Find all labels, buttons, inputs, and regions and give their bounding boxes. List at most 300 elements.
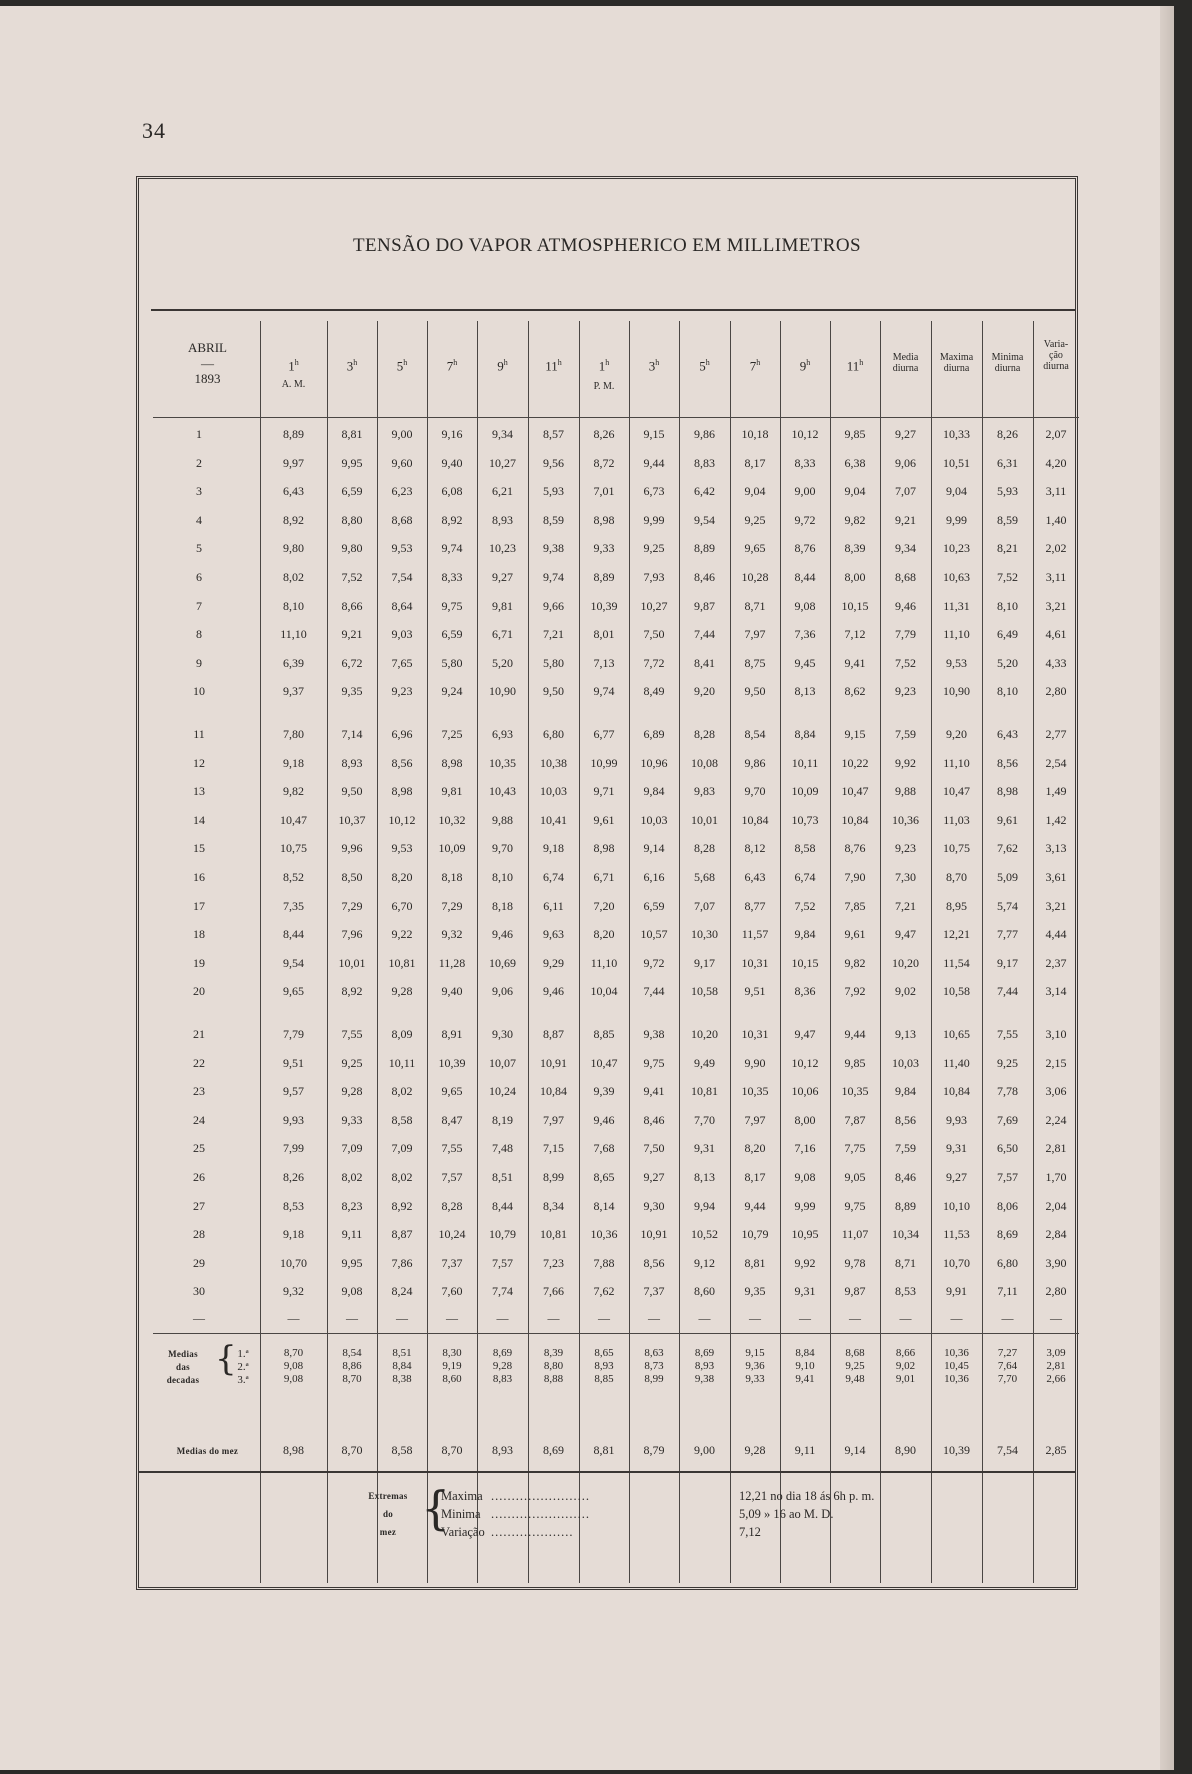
mez-cell: 8,90 xyxy=(895,1443,916,1457)
column-divider xyxy=(679,321,680,1583)
mez-cell: 9,00 xyxy=(694,1443,715,1457)
header-col-13: Media diurna xyxy=(892,352,919,374)
table-cell: 2,02 xyxy=(1045,541,1067,556)
table-cell: 2,81 xyxy=(1045,1141,1067,1156)
table-cell: 6,74 xyxy=(543,870,564,884)
table-cell: 8,56 xyxy=(895,1112,916,1127)
table-cell: 10,03 xyxy=(640,812,668,827)
extremas-brace: { xyxy=(421,1481,451,1535)
decada-cell: 8,99 xyxy=(644,1373,664,1385)
column-divider xyxy=(579,321,580,1583)
table-cell: 10,23 xyxy=(489,541,516,556)
table-cell: 8,00 xyxy=(844,570,866,584)
table-cell: 9,00 xyxy=(794,484,816,499)
table-cell: 5,09 xyxy=(997,870,1018,884)
table-cell: 6,89 xyxy=(643,727,665,741)
table-cell: 7,30 xyxy=(895,870,916,884)
header-col-15: Minima diurna xyxy=(991,352,1024,374)
table-cell: 9,23 xyxy=(895,684,916,699)
table-cell: 10,33 xyxy=(943,427,970,441)
row-day: 30 xyxy=(193,1284,205,1299)
decada-cell: 8,83 xyxy=(492,1373,513,1385)
table-cell: 10,84 xyxy=(540,1084,567,1099)
decada-cell: 7,64 xyxy=(997,1360,1018,1372)
table-cell: 8,52 xyxy=(283,870,304,884)
header-rule xyxy=(260,417,1079,418)
table-cell: 8,76 xyxy=(844,841,866,856)
table-cell: 7,57 xyxy=(997,1170,1018,1184)
table-cell: 10,58 xyxy=(691,984,718,999)
table-cell: 8,64 xyxy=(391,598,413,613)
table-cell: 9,74 xyxy=(441,541,463,556)
table-cell: 9,00 xyxy=(391,427,413,441)
extremas-item-value: 12,21 no dia 18 ás 6h p. m. xyxy=(739,1489,875,1503)
decada-cell: 9,15 xyxy=(745,1347,765,1359)
table-cell: 10,47 xyxy=(943,784,970,799)
table-cell: 10,28 xyxy=(741,570,769,584)
table-cell: 6,73 xyxy=(643,484,665,499)
table-cell: 6,71 xyxy=(492,627,513,642)
table-cell: 8,68 xyxy=(391,512,413,527)
table-cell: 8,84 xyxy=(794,727,816,741)
table-cell: 10,75 xyxy=(943,841,970,856)
table-cell: 9,27 xyxy=(643,1170,665,1184)
table-cell: 9,46 xyxy=(543,984,564,999)
table-cell: 8,46 xyxy=(694,570,715,584)
table-cell: 8,53 xyxy=(283,1198,304,1213)
table-cell: 9,92 xyxy=(895,755,916,770)
table-cell: 8,58 xyxy=(391,1112,413,1127)
header-col-1: 1$^h$ xyxy=(288,358,299,374)
table-cell: 7,37 xyxy=(643,1284,665,1299)
table-cell: 10,20 xyxy=(892,955,919,970)
table-cell: 9,72 xyxy=(794,512,816,527)
table-cell: 8,68 xyxy=(895,570,916,584)
table-cell: 10,20 xyxy=(691,1027,718,1041)
table-cell: 9,28 xyxy=(341,1084,363,1099)
table-cell: 9,54 xyxy=(283,955,304,970)
table-cell: 9,23 xyxy=(391,684,413,699)
decada-cell: 8,70 xyxy=(342,1373,362,1385)
mez-cell: 8,98 xyxy=(283,1443,304,1457)
table-cell: 8,00 xyxy=(794,1112,816,1127)
table-cell: 11,28 xyxy=(438,955,466,970)
table-cell: 8,06 xyxy=(997,1198,1018,1213)
table-cell: 7,87 xyxy=(844,1112,866,1127)
table-cell: 6,42 xyxy=(694,484,715,499)
table-cell: 9,75 xyxy=(643,1055,665,1070)
table-cell: 7,62 xyxy=(997,841,1018,856)
table-cell: 8,46 xyxy=(895,1170,916,1184)
table-cell: 7,25 xyxy=(441,727,463,741)
extremas-item-label: Variação xyxy=(441,1525,485,1539)
table-cell: 9,24 xyxy=(441,684,463,699)
table-cell: 7,01 xyxy=(593,484,615,499)
table-cell: 4,20 xyxy=(1045,455,1067,470)
dash-cell: — xyxy=(849,1311,861,1325)
table-cell: 9,82 xyxy=(844,955,866,970)
table-cell: 8,69 xyxy=(997,1227,1018,1242)
extremas-item-label: Maxima xyxy=(441,1489,483,1503)
decada-cell: 8,93 xyxy=(694,1360,715,1372)
table-cell: 10,57 xyxy=(640,927,668,942)
dash-cell: — xyxy=(496,1311,509,1325)
table-cell: 11,10 xyxy=(590,955,618,970)
mez-cell: 8,58 xyxy=(391,1443,413,1457)
table-cell: 10,58 xyxy=(943,984,970,999)
table-cell: 9,74 xyxy=(543,570,564,584)
column-divider xyxy=(830,321,831,1583)
table-cell: 9,85 xyxy=(844,1055,866,1070)
table-cell: 5,93 xyxy=(543,484,564,499)
table-cell: 9,49 xyxy=(694,1055,715,1070)
decada-cell: 8,65 xyxy=(594,1347,614,1359)
table-frame xyxy=(136,176,1078,1590)
table-cell: 9,50 xyxy=(341,784,363,799)
table-cell: 3,10 xyxy=(1045,1027,1067,1041)
table-cell: 8,28 xyxy=(694,841,715,856)
table-cell: 10,91 xyxy=(640,1227,668,1242)
table-cell: 10,12 xyxy=(791,1055,819,1070)
table-cell: 10,99 xyxy=(590,755,618,770)
table-cell: 9,04 xyxy=(844,484,866,499)
table-cell: 10,47 xyxy=(590,1055,618,1070)
table-cell: 9,51 xyxy=(744,984,766,999)
table-cell: 10,27 xyxy=(489,455,516,470)
table-cell: 10,37 xyxy=(338,812,366,827)
table-cell: 9,65 xyxy=(283,984,304,999)
table-cell: 9,08 xyxy=(341,1284,363,1299)
row-day: 25 xyxy=(193,1141,205,1156)
table-cell: 11,03 xyxy=(943,812,970,827)
table-cell: 7,23 xyxy=(543,1255,564,1270)
table-cell: 9,17 xyxy=(997,955,1018,970)
table-cell: 1,70 xyxy=(1045,1170,1067,1184)
row-day: 3 xyxy=(196,484,202,499)
table-cell: 7,57 xyxy=(492,1255,513,1270)
table-cell: 7,79 xyxy=(283,1027,304,1041)
table-cell: 8,12 xyxy=(744,841,766,856)
table-cell: 9,41 xyxy=(844,655,866,670)
table-cell: 8,09 xyxy=(391,1027,413,1041)
table-cell: 1,42 xyxy=(1045,812,1067,827)
table-cell: 10,73 xyxy=(791,812,819,827)
table-cell: 10,12 xyxy=(791,427,819,441)
table-cell: 11,31 xyxy=(943,598,970,613)
table-cell: 2,24 xyxy=(1045,1112,1067,1127)
table-cell: 1,40 xyxy=(1045,512,1067,527)
decada-cell: 9,33 xyxy=(745,1373,765,1385)
row-day: 22 xyxy=(193,1055,205,1070)
table-cell: 3,90 xyxy=(1045,1255,1067,1270)
table-cell: 6,43 xyxy=(744,870,766,884)
table-title: TENSÃO DO VAPOR ATMOSPHERICO EM MILLIMETROS xyxy=(353,235,861,256)
dash-cell: — xyxy=(799,1311,811,1325)
table-cell: 2,84 xyxy=(1045,1227,1067,1242)
table-cell: 6,21 xyxy=(492,484,513,499)
table-cell: 9,02 xyxy=(895,984,916,999)
decada-cell: 3,09 xyxy=(1046,1347,1066,1359)
table-cell: 10,07 xyxy=(489,1055,516,1070)
decada-cell: 9,25 xyxy=(845,1360,865,1372)
table-cell: 8,56 xyxy=(643,1255,665,1270)
table-cell: 10,30 xyxy=(691,927,718,942)
table-cell: 9,25 xyxy=(341,1055,363,1070)
table-cell: 9,08 xyxy=(794,598,816,613)
table-cell: 9,03 xyxy=(391,627,413,642)
table-cell: 7,97 xyxy=(744,627,766,642)
table-cell: 6,80 xyxy=(543,727,564,741)
table-cell: 8,99 xyxy=(543,1170,564,1184)
table-cell: 8,87 xyxy=(543,1027,564,1041)
table-cell: 9,20 xyxy=(694,684,715,699)
table-cell: 9,87 xyxy=(844,1284,866,1299)
header-col-8: 3$^h$ xyxy=(648,358,660,374)
table-cell: 8,18 xyxy=(492,898,513,913)
table-cell: 7,15 xyxy=(543,1141,564,1156)
table-cell: 8,10 xyxy=(283,598,304,613)
table-cell: 8,26 xyxy=(283,1170,304,1184)
row-day: 13 xyxy=(193,784,205,799)
table-cell: 8,92 xyxy=(441,512,463,527)
decada-cell: 9,41 xyxy=(795,1373,815,1385)
table-cell: 9,53 xyxy=(946,655,967,670)
table-cell: 9,27 xyxy=(895,427,916,441)
table-cell: 9,28 xyxy=(391,984,413,999)
header-dash: — xyxy=(201,356,214,371)
table-cell: 8,26 xyxy=(997,427,1018,441)
dash-cell: — xyxy=(1001,1311,1014,1325)
decada-cell: 9,02 xyxy=(895,1360,916,1372)
table-cell: 9,11 xyxy=(341,1227,363,1242)
table-cell: 10,70 xyxy=(943,1255,970,1270)
table-cell: 8,83 xyxy=(694,455,715,470)
table-cell: 9,80 xyxy=(341,541,363,556)
table-cell: 6,59 xyxy=(341,484,363,499)
extremas-label: mez xyxy=(379,1527,397,1537)
table-cell: 9,30 xyxy=(492,1027,513,1041)
table-cell: 8,71 xyxy=(895,1255,916,1270)
table-cell: 8,75 xyxy=(744,655,766,670)
table-cell: 9,99 xyxy=(794,1198,816,1213)
table-cell: 1,49 xyxy=(1045,784,1067,799)
table-cell: 9,40 xyxy=(441,455,463,470)
table-cell: 9,08 xyxy=(794,1170,816,1184)
table-cell: 10,84 xyxy=(841,812,869,827)
table-cell: 9,91 xyxy=(946,1284,967,1299)
mez-cell: 8,70 xyxy=(341,1443,363,1457)
dash-cell: — xyxy=(749,1311,761,1325)
table-cell: 9,81 xyxy=(441,784,463,799)
table-cell: 10,11 xyxy=(791,755,819,770)
table-cell: 8,66 xyxy=(341,598,363,613)
column-divider xyxy=(982,321,983,1583)
table-cell: 6,59 xyxy=(643,898,665,913)
table-cell: 8,28 xyxy=(694,727,715,741)
table-cell: 9,34 xyxy=(895,541,916,556)
table-cell: 8,62 xyxy=(844,684,866,699)
table-cell: 8,85 xyxy=(593,1027,615,1041)
table-cell: 8,01 xyxy=(593,627,615,642)
decada-ordinal: 2.ª xyxy=(237,1361,249,1373)
table-cell: 9,97 xyxy=(283,455,304,470)
decada-cell: 8,51 xyxy=(392,1347,412,1359)
page-edge xyxy=(1160,6,1174,1770)
row-day: 17 xyxy=(193,898,205,913)
extremas-item-dots: ........................ xyxy=(491,1489,590,1503)
table-cell: 9,04 xyxy=(744,484,766,499)
table-cell: 8,10 xyxy=(492,870,513,884)
table-cell: 9,84 xyxy=(794,927,816,942)
table-cell: 7,90 xyxy=(844,870,866,884)
table-cell: 7,44 xyxy=(643,984,665,999)
table-cell: 9,18 xyxy=(543,841,564,856)
decada-cell: 9,38 xyxy=(694,1373,715,1385)
table-cell: 9,47 xyxy=(794,1027,816,1041)
table-cell: 9,29 xyxy=(543,955,564,970)
dash-cell: — xyxy=(287,1311,300,1325)
table-cell: 2,37 xyxy=(1045,955,1067,970)
table-cell: 7,72 xyxy=(643,655,665,670)
table-cell: 7,14 xyxy=(341,727,363,741)
table-cell: 8,44 xyxy=(283,927,304,942)
table-cell: 8,23 xyxy=(341,1198,363,1213)
header-am: A. M. xyxy=(281,379,306,390)
decada-cell: 9,28 xyxy=(492,1360,513,1372)
table-cell: 10,84 xyxy=(943,1084,970,1099)
table-cell: 10,81 xyxy=(691,1084,718,1099)
decada-cell: 8,39 xyxy=(543,1347,564,1359)
table-cell: 9,75 xyxy=(441,598,463,613)
table-cell: 9,93 xyxy=(946,1112,967,1127)
extremas-item-value: 5,09 » 16 ao M. D. xyxy=(739,1507,834,1521)
header-col-10: 7$^h$ xyxy=(749,358,761,374)
table-cell: 10,95 xyxy=(791,1227,819,1242)
decada-cell: 8,69 xyxy=(492,1347,513,1359)
table-cell: 9,71 xyxy=(593,784,615,799)
table-cell: 9,45 xyxy=(794,655,816,670)
table-cell: 8,19 xyxy=(492,1112,513,1127)
table-cell: 7,52 xyxy=(341,570,363,584)
table-cell: 8,92 xyxy=(283,512,304,527)
table-cell: 8,89 xyxy=(895,1198,916,1213)
table-cell: 11,10 xyxy=(280,627,307,642)
table-cell: 9,31 xyxy=(794,1284,816,1299)
mez-cell: 8,79 xyxy=(643,1443,665,1457)
row-day: 8 xyxy=(196,627,202,642)
table-cell: 8,33 xyxy=(441,570,463,584)
table-cell: 10,27 xyxy=(640,598,668,613)
decada-cell: 10,36 xyxy=(944,1373,969,1385)
table-cell: 9,80 xyxy=(283,541,304,556)
table-cell: 10,65 xyxy=(943,1027,970,1041)
table-cell: 8,53 xyxy=(895,1284,916,1299)
table-cell: 7,50 xyxy=(643,1141,665,1156)
column-divider xyxy=(780,321,781,1583)
table-cell: 8,98 xyxy=(997,784,1018,799)
row-day: 10 xyxy=(193,684,205,699)
table-cell: 5,80 xyxy=(543,655,564,670)
table-cell: 4,44 xyxy=(1045,927,1067,942)
table-cell: 3,21 xyxy=(1045,598,1067,613)
table-cell: 12,21 xyxy=(943,927,970,942)
mez-cell: 2,85 xyxy=(1045,1443,1067,1457)
table-cell: 8,34 xyxy=(543,1198,564,1213)
table-cell: 9,35 xyxy=(341,684,363,699)
extremas-label: Extremas xyxy=(368,1491,408,1501)
table-cell: 9,50 xyxy=(543,684,564,699)
table-cell: 6,96 xyxy=(391,727,413,741)
row-day: 1 xyxy=(196,427,202,441)
table-cell: 10,69 xyxy=(489,955,516,970)
table-cell: 3,06 xyxy=(1045,1084,1067,1099)
table-cell: 7,13 xyxy=(593,655,615,670)
table-cell: 5,74 xyxy=(997,898,1018,913)
table-cell: 9,95 xyxy=(341,455,363,470)
table-cell: 8,93 xyxy=(341,755,363,770)
table-cell: 9,23 xyxy=(895,841,916,856)
table-cell: 8,02 xyxy=(283,570,304,584)
table-cell: 8,72 xyxy=(593,455,615,470)
dash-cell: — xyxy=(1050,1311,1062,1325)
table-cell: 8,39 xyxy=(844,541,866,556)
table-cell: 8,87 xyxy=(391,1227,413,1242)
table-cell: 9,86 xyxy=(694,427,715,441)
table-cell: 9,37 xyxy=(283,684,304,699)
table-cell: 8,81 xyxy=(744,1255,766,1270)
table-cell: 9,20 xyxy=(946,727,967,741)
page xyxy=(0,6,1174,1770)
table-cell: 8,56 xyxy=(997,755,1018,770)
table-cell: 9,92 xyxy=(794,1255,816,1270)
table-cell: 10,09 xyxy=(438,841,466,856)
table-cell: 7,37 xyxy=(441,1255,463,1270)
row-day: 2 xyxy=(196,455,202,470)
table-cell: 6,39 xyxy=(283,655,304,670)
table-cell: 6,93 xyxy=(492,727,513,741)
table-cell: 8,92 xyxy=(391,1198,413,1213)
table-cell: 8,59 xyxy=(543,512,564,527)
table-cell: 10,84 xyxy=(741,812,769,827)
row-day: 18 xyxy=(193,927,205,942)
table-cell: 6,16 xyxy=(643,870,665,884)
decadas-label: decadas xyxy=(166,1375,200,1385)
table-cell: 9,61 xyxy=(844,927,866,942)
decada-cell: 9,48 xyxy=(845,1373,865,1385)
decada-cell: 8,84 xyxy=(392,1360,412,1372)
table-cell: 10,38 xyxy=(540,755,567,770)
table-cell: 3,61 xyxy=(1045,870,1067,884)
table-cell: 9,83 xyxy=(694,784,715,799)
table-cell: 9,46 xyxy=(593,1112,615,1127)
table-cell: 7,52 xyxy=(997,570,1018,584)
summary-rule xyxy=(153,1333,1079,1334)
dash-cell: — xyxy=(446,1311,458,1325)
header-col-6: 11$^h$ xyxy=(545,358,562,374)
table-cell: 10,18 xyxy=(741,427,769,441)
decada-cell: 9,36 xyxy=(745,1360,765,1372)
table-cell: 9,46 xyxy=(895,598,916,613)
decada-cell: 9,10 xyxy=(795,1360,815,1372)
table-cell: 6,23 xyxy=(391,484,413,499)
table-cell: 8,10 xyxy=(997,598,1018,613)
table-cell: 9,70 xyxy=(744,784,766,799)
table-cell: 10,35 xyxy=(489,755,516,770)
table-cell: 7,29 xyxy=(341,898,363,913)
decada-cell: 8,86 xyxy=(342,1360,362,1372)
table-cell: 9,13 xyxy=(895,1027,916,1041)
table-cell: 11,40 xyxy=(943,1055,970,1070)
